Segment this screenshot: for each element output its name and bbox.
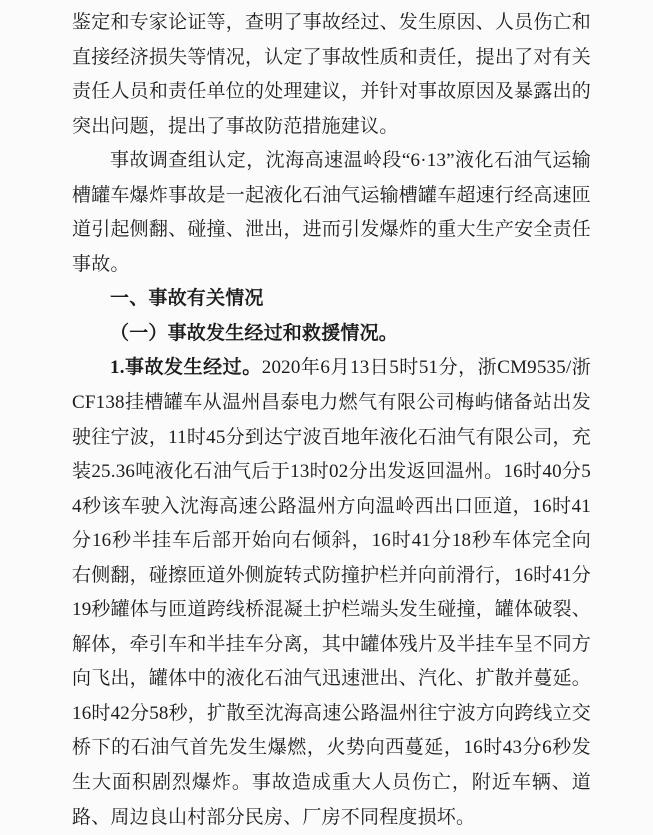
paragraph-body-accident-course: 2020年6月13日5时51分，浙CM9535/浙CF138挂槽罐车从温州昌泰电力燃气有限公司梅屿储备站出发驶往宁波，11时45分到达宁波百地年液化石油气有限公司，充装25.36吨液化石油气后于13时02分出发返回温州。16时40分54秒该车驶入沈海高速公路温州方向温岭西出口匝道，16时41分16秒半挂车后部开始向右倾斜，16时41分18秒车体完全向右侧翻，碰擦匝道外侧旋转式防撞护栏并向前滑行，16时41分19秒罐体与匝道跨线桥混凝土护栏端头发生碰撞，罐体破裂、解体，牵引车和半挂车分离，其中罐体残片及半挂车呈不同方向飞出，罐体中的液化石油气迅速泄出、汽化、扩散并蔓延。16时42分58秒，扩散至沈海高速公路温州往宁波方向跨线立交桥下的石油气首先发生爆燃，火势向西蔓延，16时43分6秒发生大面积剧烈爆炸。事故造成重大人员伤亡，附近车辆、道路、周边良山村部分民房、厂房不同程度损坏。: [72, 357, 592, 828]
paragraph-lead-accident-course: 1.事故发生经过。: [110, 357, 262, 379]
subsection-heading-accident-course-and-rescue: （一）事故发生经过和救援情况。: [110, 322, 399, 344]
paragraph-accident-course: [72, 351, 591, 835]
paragraph-intro-continuation: 鉴定和专家论证等，查明了事故经过、发生原因、人员伤亡和直接经济损失等情况，认定了事故性质和责任，提出了对有关责任人员和责任单位的处理建议，并针对事故原因及暴露出的突出问题，提出了事故防范措施建议。: [72, 12, 591, 137]
section-heading-accident-situation: 一、事故有关情况: [110, 288, 264, 310]
paragraph-accident-conclusion: 事故调查组认定，沈海高速温岭段“6·13”液化石油气运输槽罐车爆炸事故是一起液化石油气运输槽罐车超速行经高速匝道引起侧翻、碰撞、泄出，进而引发爆炸的重大生产安全责任事故。: [72, 150, 591, 275]
